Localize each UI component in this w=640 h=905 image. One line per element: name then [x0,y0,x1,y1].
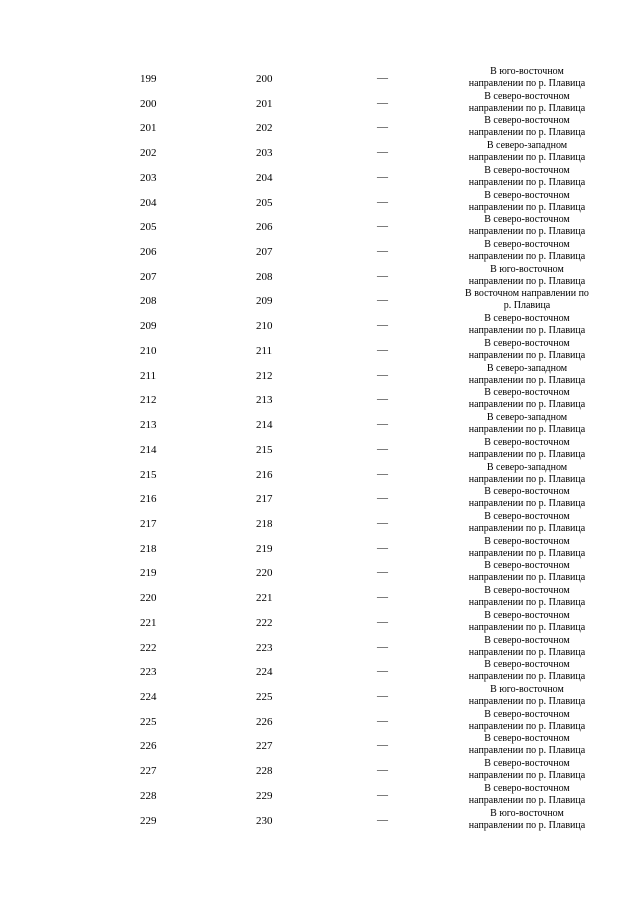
from-point-number: 228 [140,789,157,802]
from-point-number: 225 [140,715,157,728]
description-line-2: направлении по р. Плавица [468,374,586,386]
boundary-description [452,239,602,263]
description-line-1: В северо-восточном [484,733,570,745]
empty-dash: — [377,764,388,777]
empty-dash: — [377,319,388,332]
description-line-1: В северо-восточном [484,782,570,794]
to-point-number: 201 [256,97,273,110]
empty-dash: — [377,368,388,381]
table-row [0,264,640,289]
empty-dash: — [377,813,388,826]
from-point-number: 206 [140,246,157,259]
from-point-number: 217 [140,517,157,530]
description-line-2: направлении по р. Плавица [468,621,586,633]
from-point-number: 222 [140,641,157,654]
description-line-2: направлении по р. Плавица [468,473,586,485]
to-point-number: 212 [256,369,273,382]
boundary-description [452,66,602,90]
description-line-1: В северо-восточном [484,634,570,646]
table-row [0,511,640,536]
empty-dash: — [377,442,388,455]
from-point-number: 223 [140,666,157,679]
to-point-number: 200 [256,73,273,85]
description-line-1: В северо-восточном [484,189,570,201]
table-row [0,214,640,239]
boundary-description [452,585,602,609]
empty-dash: — [377,121,388,134]
empty-dash: — [377,640,388,653]
empty-dash: — [377,195,388,208]
description-line-2: направлении по р. Плавица [468,794,586,806]
empty-dash: — [377,245,388,258]
to-point-number: 220 [256,567,273,580]
boundary-description [452,363,602,387]
boundary-description [452,387,602,411]
empty-dash: — [377,170,388,183]
to-point-number: 207 [256,246,273,259]
to-point-number: 206 [256,221,273,234]
to-point-number: 205 [256,196,273,209]
from-point-number: 209 [140,320,157,333]
boundary-description [452,709,602,733]
from-point-number: 218 [140,542,157,555]
description-line-2: направлении по р. Плавица [468,695,586,707]
to-point-number: 229 [256,789,273,802]
table-row [0,709,640,734]
description-line-1: В северо-восточном [484,214,570,226]
from-point-number: 203 [140,171,157,184]
boundary-description [452,610,602,634]
boundary-description [452,190,602,214]
table-row [0,659,640,684]
from-point-number: 201 [140,122,157,135]
description-line-2: направлении по р. Плавица [468,399,586,411]
table-row [0,808,640,833]
empty-dash: — [377,591,388,604]
from-point-number: 215 [140,468,157,481]
description-line-2: направлении по р. Плавица [468,720,586,732]
description-line-2: направлении по р. Плавица [468,226,586,238]
boundary-description [452,511,602,535]
to-point-number: 226 [256,715,273,728]
boundary-description [452,486,602,510]
empty-dash: — [377,96,388,109]
description-line-1: В северо-восточном [484,436,570,448]
to-point-number: 217 [256,493,273,506]
description-line-2: направлении по р. Плавица [468,349,586,361]
to-point-number: 218 [256,517,273,530]
table-row [0,91,640,116]
from-point-number: 208 [140,295,157,308]
boundary-description [452,659,602,683]
boundary-description [452,437,602,461]
empty-dash: — [377,269,388,282]
description-line-1: В северо-восточном [484,609,570,621]
description-line-1: В северо-восточном [484,313,570,325]
table-row [0,635,640,660]
table-row [0,437,640,462]
from-point-number: 199 [140,73,157,85]
table-row [0,486,640,511]
from-point-number: 221 [140,616,157,629]
from-point-number: 214 [140,443,157,456]
description-line-2: направлении по р. Плавица [468,201,586,213]
to-point-number: 219 [256,542,273,555]
table-row [0,783,640,808]
boundary-description [452,140,602,164]
boundary-description [452,338,602,362]
from-point-number: 224 [140,690,157,703]
from-point-number: 212 [140,394,157,407]
empty-dash: — [377,689,388,702]
table-row [0,536,640,561]
to-point-number: 214 [256,419,273,432]
table-row [0,165,640,190]
description-line-1: В северо-западном [486,362,568,374]
from-point-number: 219 [140,567,157,580]
description-line-1: В юго-восточном [490,66,564,77]
description-line-1: В северо-восточном [484,659,570,671]
to-point-number: 227 [256,740,273,753]
from-point-number: 229 [140,814,157,827]
table-row [0,363,640,388]
description-line-2: направлении по р. Плавица [468,424,586,436]
description-line-2: направлении по р. Плавица [468,646,586,658]
empty-dash: — [377,72,388,84]
description-line-2: направлении по р. Плавица [468,770,586,782]
to-point-number: 221 [256,592,273,605]
boundary-description [452,288,602,312]
description-line-2: направлении по р. Плавица [468,176,586,188]
table-row [0,239,640,264]
to-point-number: 216 [256,468,273,481]
from-point-number: 200 [140,97,157,110]
table-row [0,140,640,165]
description-line-1: В северо-западном [486,461,568,473]
to-point-number: 208 [256,270,273,283]
from-point-number: 220 [140,592,157,605]
description-line-1: В северо-восточном [484,387,570,399]
boundary-description [452,264,602,288]
from-point-number: 210 [140,344,157,357]
description-line-2: направлении по р. Плавица [468,572,586,584]
description-line-1: В северо-западном [486,140,568,152]
table-row [0,190,640,215]
empty-dash: — [377,665,388,678]
empty-dash: — [377,788,388,801]
from-point-number: 204 [140,196,157,209]
description-line-1: В северо-восточном [484,90,570,102]
to-point-number: 213 [256,394,273,407]
empty-dash: — [377,492,388,505]
empty-dash: — [377,418,388,431]
boundary-description [452,91,602,115]
empty-dash: — [377,146,388,159]
boundary-description [452,635,602,659]
boundary-description [452,165,602,189]
empty-dash: — [377,220,388,233]
description-line-1: В восточном направлении по [465,288,589,300]
from-point-number: 216 [140,493,157,506]
description-line-2: направлении по р. Плавица [468,671,586,683]
description-line-1: В юго-восточном [490,683,564,695]
description-line-1: В северо-восточном [484,486,570,498]
empty-dash: — [377,343,388,356]
description-line-2: направлении по р. Плавица [468,102,586,114]
table-row [0,610,640,635]
boundary-description [452,758,602,782]
description-line-1: В северо-западном [486,412,568,424]
description-line-2: направлении по р. Плавица [468,522,586,534]
description-line-2: направлении по р. Плавица [468,127,586,139]
empty-dash: — [377,467,388,480]
description-line-1: В северо-восточном [484,510,570,522]
empty-dash: — [377,566,388,579]
from-point-number: 227 [140,765,157,778]
from-point-number: 207 [140,270,157,283]
boundary-table [0,66,640,832]
boundary-description [452,462,602,486]
empty-dash: — [377,615,388,628]
description-line-2: направлении по р. Плавица [468,251,586,263]
boundary-description [452,808,602,832]
description-line-1: В юго-восточном [490,263,564,275]
from-point-number: 213 [140,419,157,432]
description-line-1: В северо-восточном [484,585,570,597]
to-point-number: 210 [256,320,273,333]
table-row [0,758,640,783]
description-line-2: направлении по р. Плавица [468,745,586,757]
to-point-number: 222 [256,616,273,629]
description-line-2: направлении по р. Плавица [468,597,586,609]
description-line-2: направлении по р. Плавица [468,275,586,287]
from-point-number: 202 [140,147,157,160]
to-point-number: 209 [256,295,273,308]
from-point-number: 211 [140,369,157,382]
table-row [0,115,640,140]
to-point-number: 224 [256,666,273,679]
to-point-number: 202 [256,122,273,135]
description-line-1: В северо-восточном [484,239,570,251]
description-line-2: направлении по р. Плавица [468,498,586,510]
boundary-description [452,733,602,757]
description-line-1: В северо-восточном [484,708,570,720]
description-line-1: В северо-восточном [484,337,570,349]
to-point-number: 204 [256,171,273,184]
boundary-description [452,684,602,708]
to-point-number: 223 [256,641,273,654]
to-point-number: 228 [256,765,273,778]
boundary-description [452,214,602,238]
table-row [0,684,640,709]
to-point-number: 203 [256,147,273,160]
to-point-number: 225 [256,690,273,703]
empty-dash: — [377,516,388,529]
description-line-1: В северо-восточном [484,560,570,572]
table-row [0,387,640,412]
table-row [0,338,640,363]
from-point-number: 205 [140,221,157,234]
boundary-description [452,313,602,337]
boundary-description [452,536,602,560]
to-point-number: 211 [256,344,273,357]
table-row [0,313,640,338]
boundary-description [452,783,602,807]
to-point-number: 230 [256,814,273,827]
description-line-2: направлении по р. Плавица [468,152,586,164]
table-row [0,288,640,313]
description-line-1: В северо-восточном [484,164,570,176]
boundary-description [452,412,602,436]
table-row [0,733,640,758]
boundary-description [452,560,602,584]
table-row [0,412,640,437]
description-line-2: направлении по р. Плавица [468,325,586,337]
table-row [0,66,640,91]
empty-dash: — [377,739,388,752]
table-row [0,560,640,585]
from-point-number: 226 [140,740,157,753]
description-line-1: В северо-восточном [484,115,570,127]
description-line-1: В северо-восточном [484,535,570,547]
description-line-2: направлении по р. Плавица [468,547,586,559]
table-row [0,462,640,487]
empty-dash: — [377,294,388,307]
to-point-number: 215 [256,443,273,456]
description-line-2: направлении по р. Плавица [468,448,586,460]
empty-dash: — [377,541,388,554]
empty-dash: — [377,714,388,727]
description-line-2: р. Плавица [503,300,551,312]
description-line-1: В юго-восточном [490,807,564,819]
table-row [0,585,640,610]
description-line-2: направлении по р. Плавица [468,819,586,831]
boundary-description [452,115,602,139]
description-line-2: направлении по р. Плавица [468,78,586,89]
empty-dash: — [377,393,388,406]
description-line-1: В северо-восточном [484,758,570,770]
